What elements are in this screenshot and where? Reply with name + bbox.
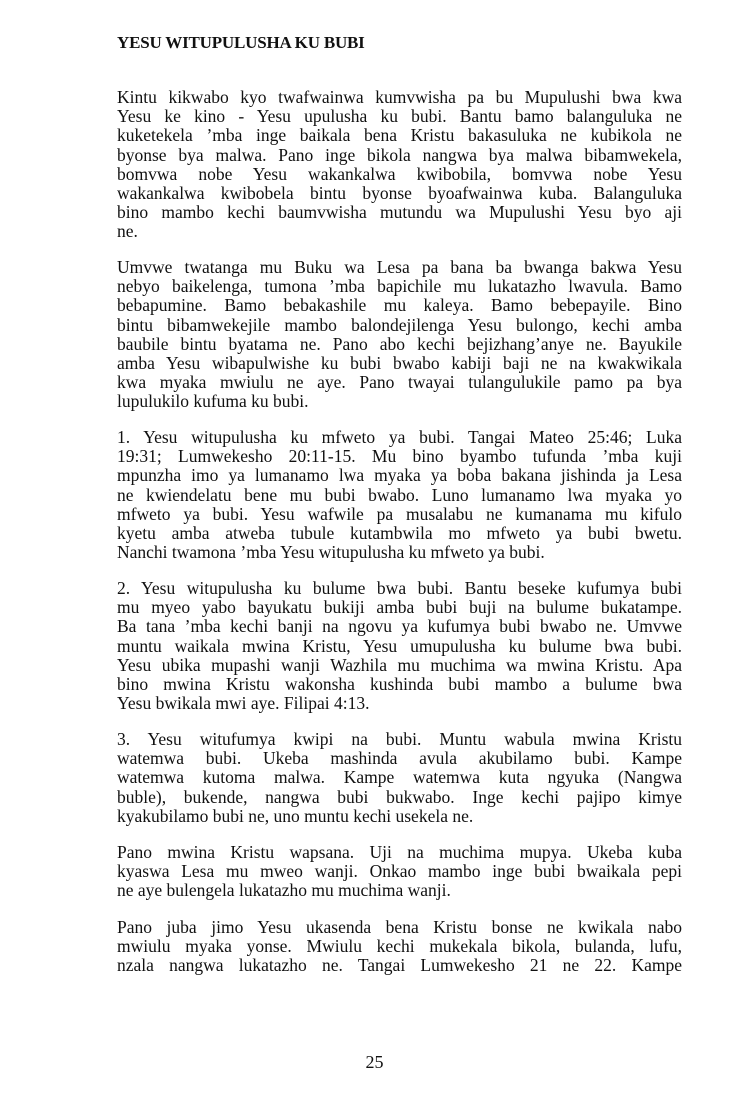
text-line: Kintu kikwabo kyo twafwainwa kumvwisha pa bu Mupulushi bwa kwa <box>117 88 682 107</box>
paragraph-2 <box>117 258 682 412</box>
text-line: mwiulu myaka yonse. Mwiulu kechi mukekala bikola, bulanda, lufu, <box>117 937 682 957</box>
text-line: bino mambo kechi baumvwisha mutundu wa Mupulushi Yesu byo aji <box>117 203 682 223</box>
text-line: mpunzha imo ya lumanamo lwa myaka ya boba bakana jishinda ja Lesa <box>117 466 682 486</box>
text-line: bintu bibamwekejile mambo balondejilenga Yesu bulongo, kechi amba <box>117 315 682 335</box>
text-line: buble), bukende, nangwa bubi bukwabo. Inge kechi pajipo kimye <box>117 787 682 807</box>
text-line: kyakubilamo bubi ne, uno muntu kechi usekela ne. <box>117 806 474 826</box>
text-line: lupulukilo kufuma ku bubi. <box>117 392 309 412</box>
text-line: kuketekela ’mba inge baikala bena Kristu bakasuluka ne kubikola ne <box>117 126 682 146</box>
text-line: byonse bya malwa. Pano inge bikola nangwa bya malwa bibamwekela, <box>117 145 682 165</box>
text-line: bebapumine. Bamo bebakashile mu kaleya. Bamo bebepayile. Bino <box>117 296 682 316</box>
text-line: bomvwa nobe Yesu wakankalwa kwibobila, bomvwa nobe Yesu <box>117 164 682 184</box>
paragraph-4 <box>117 579 682 713</box>
text-line: ne aye bulengela lukatazho mu muchima wanji. <box>117 881 451 901</box>
paragraph-6 <box>117 843 682 901</box>
text-line: kwa myaka mwiulu ne aye. Pano twayai tulangulukile pamo pa bya <box>117 373 682 393</box>
text-line: Yesu ke kino - Yesu upulusha ku bubi. Bantu bamo balanguluka ne <box>117 107 682 127</box>
text-line: 3. Yesu witufumya kwipi na bubi. Muntu wabula mwina Kristu <box>117 730 682 749</box>
text-line: Yesu ubika mupashi wanji Wazhila mu muchima wa mwina Kristu. Apa <box>117 655 682 675</box>
text-line: nzala nangwa lukatazho ne. Tangai Lumwekesho 21 ne 22. Kampe <box>117 956 682 976</box>
text-line: Yesu bwikala mwi aye. Filipai 4:13. <box>117 694 370 714</box>
text-line: Pano juba jimo Yesu ukasenda bena Kristu bonse ne kwikala nabo <box>117 918 682 937</box>
chapter-title: YESU WITUPULUSHA KU BUBI <box>117 33 365 52</box>
text-line: watemwa bubi. Ukeba mashinda avula akubilamo bubi. Kampe <box>117 749 682 769</box>
text-line: ne. <box>117 222 138 242</box>
paragraph-3 <box>117 428 682 562</box>
text-line: Ba tana ’mba kechi banji na ngovu ya kufumya bubi bwabo ne. Umvwe <box>117 617 682 637</box>
page-number: 25 <box>365 1052 384 1072</box>
paragraph-5 <box>117 730 682 826</box>
text-line: 2. Yesu witupulusha ku bulume bwa bubi. Bantu beseke kufumya bubi <box>117 579 682 598</box>
text-line: baubile bintu byatama ne. Pano abo kechi bejizhang’anye ne. Bayukile <box>117 334 682 354</box>
text-line: nebyo baikelenga, tumona ’mba bapichile mu lukatazho lwavula. Bamo <box>117 277 682 297</box>
text-line: bino mwina Kristu wakonsha kushinda bubi mambo a bulume bwa <box>117 674 682 694</box>
text-line: 19:31; Lumwekesho 20:11-15. Mu bino byambo tufunda ’mba kuji <box>117 447 682 467</box>
text-line: kyaswa Lesa mu mweo wanji. Onkao mambo inge bubi bwaikala pepi <box>117 862 682 882</box>
text-line: watemwa kutoma malwa. Kampe watemwa kuta ngyuka (Nangwa <box>117 768 682 788</box>
text-line: wakankalwa kwibobela bintu byonse byoafwainwa kuba. Balanguluka <box>117 183 682 203</box>
paragraph-7 <box>117 918 682 976</box>
paragraph-1 <box>117 88 682 242</box>
text-line: ne kwiendelatu bene mu bubi bwabo. Luno lumanamo lwa myaka yo <box>117 485 682 505</box>
text-line: Nanchi twamona ’mba Yesu witupulusha ku mfweto ya bubi. <box>117 543 545 563</box>
text-line: Umvwe twatanga mu Buku wa Lesa pa bana ba bwanga bakwa Yesu <box>117 258 682 277</box>
text-line: mfweto ya bubi. Yesu wafwile pa musalabu ne kumanama mu kifulo <box>117 504 682 524</box>
text-line: mu myeo yabo bayukatu bukiji amba bubi buji na bulume bukatampe. <box>117 598 682 618</box>
text-line: muntu waikala mwina Kristu, Yesu umupulusha ku bulume bwa bubi. <box>117 636 682 656</box>
text-line: 1. Yesu witupulusha ku mfweto ya bubi. Tangai Mateo 25:46; Luka <box>117 428 682 447</box>
text-line: kyetu amba atweba tubule kutambwila mo mfweto ya bubi bwetu. <box>117 523 682 543</box>
text-line: amba Yesu wibapulwishe ku bubi bwabo kabiji baji ne na kwakwikala <box>117 353 682 373</box>
text-line: Pano mwina Kristu wapsana. Uji na muchima mupya. Ukeba kuba <box>117 843 682 862</box>
